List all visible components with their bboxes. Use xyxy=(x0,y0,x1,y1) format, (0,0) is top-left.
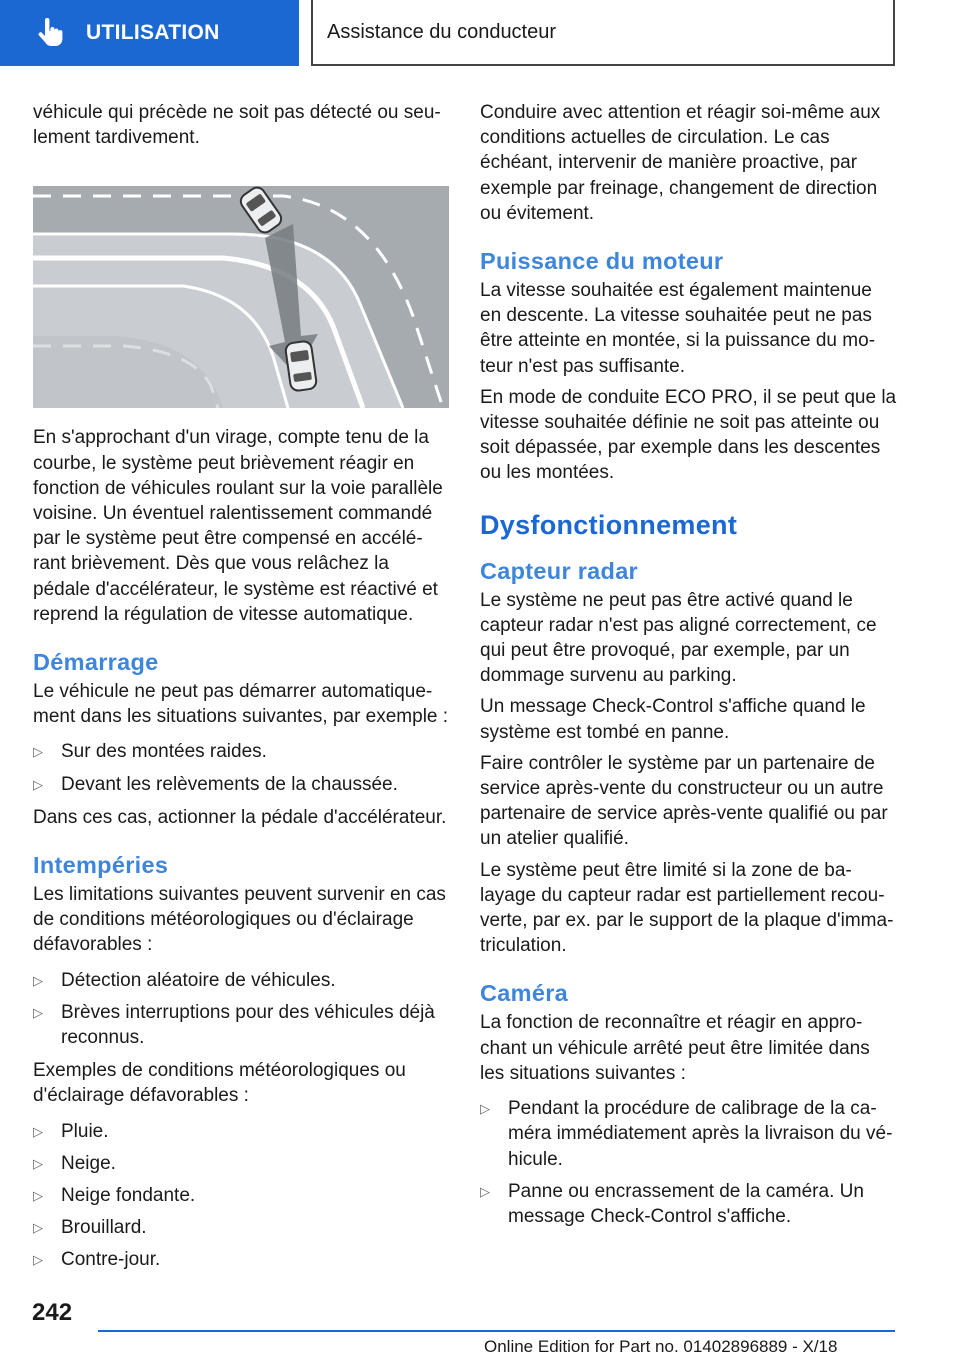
hand-pointer-icon xyxy=(36,18,64,48)
heading-demarrage: Démarrage xyxy=(33,649,159,676)
heading-dysfonctionnement: Dysfonctionnement xyxy=(480,509,738,540)
list-item: ▷ Devant les relèvements de la chaussée. xyxy=(33,772,449,797)
right-intro: Conduire avec attention et réagir soi-même aux conditions actuelles de circulation. Le cas échéant, intervenir de manière proactive, par exemple par freinage, changement de direction ou évitement. xyxy=(480,102,881,224)
intemperies-list xyxy=(33,968,449,1051)
curve-road-illustration xyxy=(33,186,449,408)
demarrage-list xyxy=(33,739,449,796)
list-item: ▷ Sur des montées raides. xyxy=(33,739,449,764)
radar-p3: Faire contrôler le système par un partenaire de service après-vente du constructeur ou un autre partenaire de service après-vente qualifié ou par un atelier qualifié. xyxy=(480,752,888,850)
curve-paragraph: En s'approchant d'un virage, compte tenu de la courbe, le système peut brièvement réagir en fonction de véhicules roulant sur la voie parallèle voisine. Un éventuel ralentissement commandé par le système peut être compensé en accélérant brièvement. Dès que vous relâchez la pédale d'accélérateur, le système est réactivé et reprend la régulation de vitesse automatique. xyxy=(33,427,443,625)
camera-text: La fonction de reconnaître et réagir en approchant un véhicule arrêté peut être limitée dans les situations suivantes : xyxy=(480,1012,870,1084)
left-column xyxy=(33,100,449,1281)
list-item: ▷ Brouillard. xyxy=(33,1215,449,1240)
intemperies-text2: Exemples de conditions météorologiques ou d'éclairage défavorables : xyxy=(33,1060,406,1107)
left-intro: véhicule qui précède ne soit pas détecté ou seulement tardivement. xyxy=(33,102,441,149)
camera-list xyxy=(480,1096,898,1229)
puissance-p1: La vitesse souhaitée est également maintenue en descente. La vitesse souhaitée peut ne pas être atteinte en montée, si la puissance du moteur n'est pas suffisante. xyxy=(480,280,876,377)
radar-p4: Le système peut être limité si la zone de balayage du capteur radar est partiellement recouverte, par ex. par le support de la plaque d'immatriculation. xyxy=(480,859,894,957)
weather-list xyxy=(33,1119,449,1273)
radar-p2: Un message Check-Control s'affiche quand le système est tombé en panne. xyxy=(480,696,866,743)
radar-p1: Le système ne peut pas être activé quand le capteur radar n'est pas aligné correctement, ce qui peut être provoqué, par exemple, par un dommage survenu au parking. xyxy=(480,589,877,687)
list-item: ▷ Neige fondante. xyxy=(33,1183,449,1208)
list-item: ▷ Contre-jour. xyxy=(33,1247,449,1272)
heading-radar: Capteur radar xyxy=(480,557,639,584)
footer-divider xyxy=(98,1330,895,1332)
list-item: ▷ Détection aléatoire de véhicules. xyxy=(33,968,449,993)
list-item: ▷ Neige. xyxy=(33,1151,449,1176)
section-label: UTILISATION xyxy=(86,21,220,44)
right-column xyxy=(480,100,898,1237)
intemperies-text: Les limitations suivantes peuvent survenir en cas de conditions météorologiques ou d'éclairage défavorables : xyxy=(33,884,446,956)
heading-intemperies: Intempéries xyxy=(33,852,169,879)
heading-camera: Caméra xyxy=(480,980,569,1007)
heading-puissance: Puissance du moteur xyxy=(480,248,724,275)
puissance-p2: En mode de conduite ECO PRO, il se peut que la vitesse souhaitée définie ne soit pas atteinte ou soit dépassée, par exemple dans les descentes ou les montées. xyxy=(480,386,897,484)
edition-note: Online Edition for Part no. 01402896889 - X/18 xyxy=(484,1337,838,1356)
list-item: ▷ Panne ou encrassement de la caméra. Un message Check-Control s'affiche. xyxy=(480,1179,898,1229)
demarrage-text: Le véhicule ne peut pas démarrer automatiquement dans les situations suivantes, par exemple : xyxy=(33,681,449,728)
topic-title: Assistance du conducteur xyxy=(311,0,895,66)
list-item: ▷ Pendant la procédure de calibrage de la caméra immédiatement après la livraison du véhicule. xyxy=(480,1096,898,1172)
page-number: 242 xyxy=(32,1299,73,1326)
list-item: ▷ Brèves interruptions pour des véhicules déjà reconnus. xyxy=(33,1000,449,1050)
section-tab xyxy=(0,0,299,66)
list-item: ▷ Pluie. xyxy=(33,1119,449,1144)
demarrage-after: Dans ces cas, actionner la pédale d'accélérateur. xyxy=(33,806,447,828)
